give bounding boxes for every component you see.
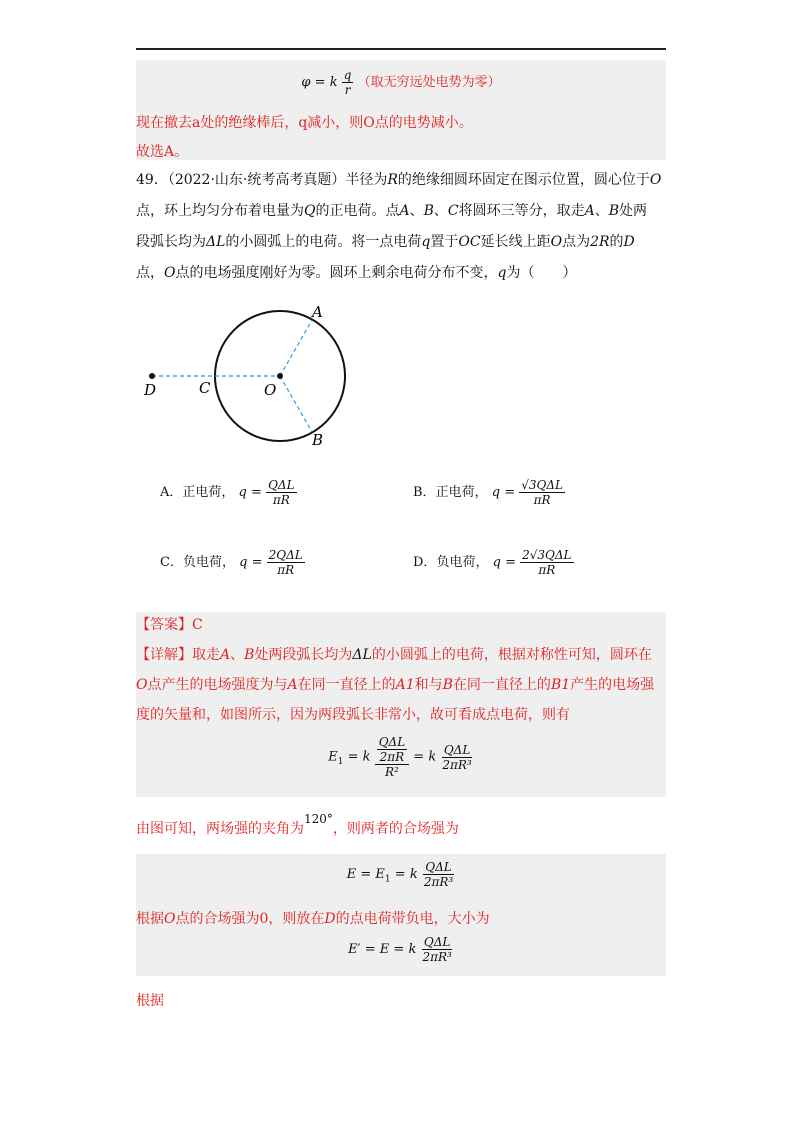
detail-line-2: O点产生的电场强度为与A在同一直径上的A1和与B在同一直径上的B1产生的电场强 [136,677,655,693]
label-o: O [264,381,277,399]
option-b[interactable]: B．正电荷， q = $\frac{\text{√3QΔL}}{\pi R}$ [413,478,563,507]
option-a[interactable]: A．正电荷， q = $\frac{\text{QΔL}}{\pi R}$ [160,478,295,507]
label-d: D [144,381,157,399]
label-b: B [312,431,324,449]
sum-line: 根据O点的合场强为0，则放在D的点电荷带负电，大小为 [136,911,490,927]
question-line-3: 段弧长均为ΔL的小圆弧上的电荷。将一点电荷q置于OC延长线上距O点为2R的D [136,234,635,250]
frac-q-over-r: $\frac{q}{r}$ [343,68,352,97]
angle-line: 由图可知，两场强的夹角为120°，则两者的合场强为 [136,812,459,837]
option-d[interactable]: D．负电荷， q = $\frac{\text{2√3QΔL}}{\pi R}$ [413,548,572,577]
ring-diagram [140,295,380,455]
point-o [277,373,283,379]
equation-eprime: E′ = E = k $\frac{\text{QΔL}}{\text{2πR³}}$ [348,935,452,964]
line-ob [280,376,312,432]
equation-e1: $E_1 = k$ $\frac{\frac{\text{QΔL}}{2\pi R}}{\text{R²}}$ = k $\frac{\text{QΔL}}{\text{2πR³}}$ [328,735,472,779]
answer-text [136,610,666,730]
option-c[interactable]: C．负电荷， q = $\frac{\text{2QΔL}}{\pi R}$ [160,548,303,577]
question-line-1: 49．（2022·山东·统考高考真题）半径为R的绝缘细圆环固定在图示位置，圆心位于O [136,172,662,188]
question-line-2: 点，环上均匀分布着电量为Q的正电荷。点A、B、C将圆环三等分，取走A、B处两 [136,203,648,219]
header-rule [136,48,666,50]
last-line: 根据 [136,993,164,1009]
line-oa [280,320,312,376]
label-a: A [312,303,323,321]
point-d [149,373,155,379]
answer-label: 【答案】C [136,617,203,633]
detail-line-3: 度的矢量和，如图所示，因为两段弧长非常小，故可看成点电荷，则有 [136,707,570,723]
detail-line-1: 【详解】取走A、B处两段弧长均为ΔL的小圆弧上的电荷，根据对称性可知，圆环在 [136,647,652,663]
choice-text: 故选A。 [136,144,189,160]
equation-e: $E = E_1 = k$ $\frac{\text{QΔL}}{\text{2πR³}}$ [346,860,454,889]
label-c: C [199,379,211,397]
formula-note: （取无穷远处电势为零） [357,75,501,90]
question-line-4: 点，O点的电场强度刚好为零。圆环上剩余电荷分布不变，q为（ ） [136,265,577,281]
potential-formula: φ = k $\frac{q}{r}$ （取无穷远处电势为零） [301,68,501,97]
explanation-text: 现在撤去a处的绝缘棒后，q减小，则O点的电势减小。 [136,115,473,131]
question-text [136,165,666,289]
frac-nested: $\frac{\frac{\text{QΔL}}{2\pi R}}{\text{R²}}$ [375,735,409,779]
